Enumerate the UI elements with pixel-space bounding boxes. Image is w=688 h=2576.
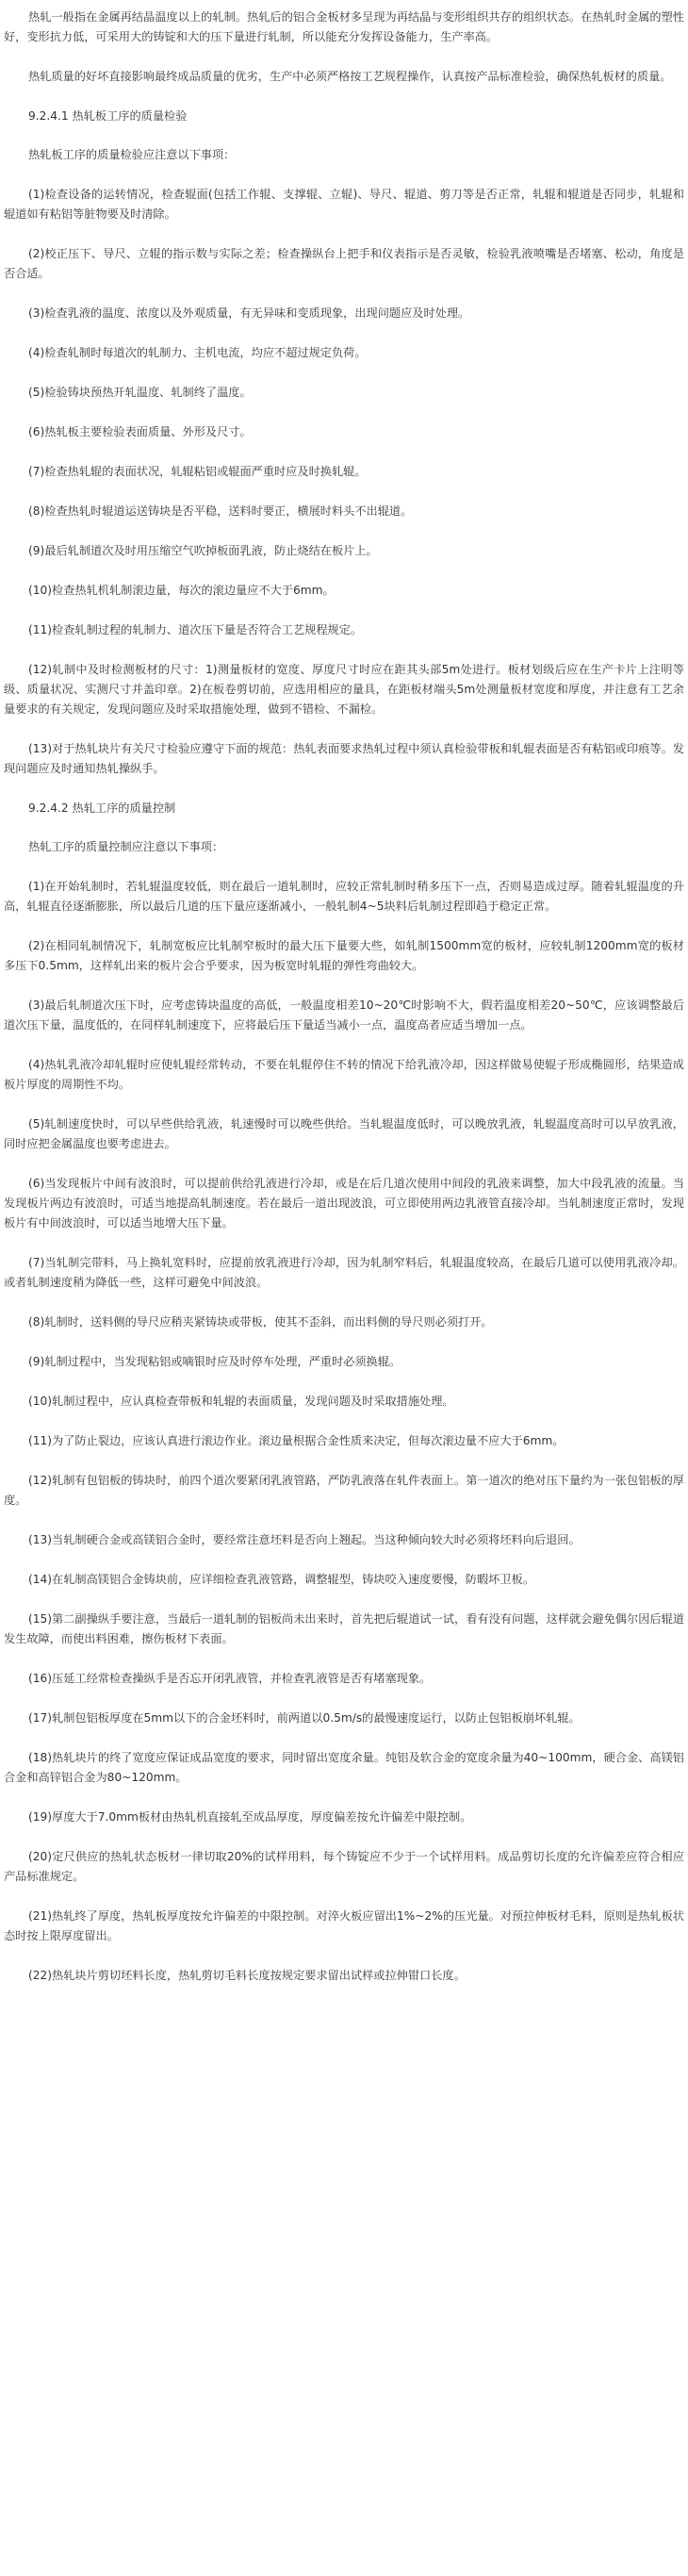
- list-item: (11)为了防止裂边，应该认真进行滚边作业。滚边量根据合金性质来决定，但每次滚边量不应大于6mm。: [28, 1434, 565, 1447]
- list-item: (22)热轧块片剪切坯料长度，热轧剪切毛料长度按规定要求留出试样或拉伸钳口长度。: [28, 1969, 466, 1982]
- intro-paragraph: 热轧质量的好坏直接影响最终成品质量的优劣，生产中必须严格按工艺规程操作，认真按产品标准检验，确保热轧板材的质量。: [28, 70, 672, 83]
- list-item: (9)最后轧制道次及时用压缩空气吹掉板面乳液，防止烧结在板片上。: [28, 544, 378, 557]
- list-item: (6)当发现板片中间有波浪时，可以提前供给乳液进行冷却，或是在后几道次使用中间段的乳液来调整，加大中段乳液的流量。当发现板片两边有波浪时，可适当地提高轧制速度。若在最后一道出现波浪，可立即使用两边乳液管直接冷却。当轧制速度正常时，发现板片有中间波浪时，可以适当地增大压下量。: [4, 1177, 684, 1230]
- section-heading: 9.2.4.2 热轧工序的质量控制: [28, 801, 176, 815]
- list-item: (1)检查设备的运转情况，检查辊面(包括工作辊、支撑辊、立辊)、导尺、辊道、剪刀等是否正常，轧辊和辊道是否同步，轧辊和辊道如有粘铝等脏物要及时清除。: [4, 188, 684, 221]
- list-item: (8)轧制时，送料侧的导尺应稍夹紧铸块或带板，使其不歪斜，而出料侧的导尺则必须打开。: [28, 1315, 493, 1329]
- list-item: (11)检查轧制过程的轧制力、道次压下量是否符合工艺规程规定。: [28, 623, 363, 636]
- list-item: (2)在相同轧制情况下，轧制宽板应比轧制窄板时的最大压下量要大些，如轧制1500mm宽的板材，应较轧制1200mm宽的板材多压下0.5mm，这样轧出来的板片会合乎要求，因为板宽时轧辊的弹性弯曲较大。: [4, 939, 684, 972]
- list-item: (7)当轧制完带料，马上换轧宽料时，应提前放乳液进行冷却，因为轧制窄料后，轧辊温度较高，在最后几道可以使用乳液冷却。或者轧制速度稍为降低一些，这样可避免中间波浪。: [4, 1256, 684, 1289]
- list-item: (4)检查轧制时每道次的轧制力、主机电流，均应不超过规定负荷。: [28, 346, 367, 359]
- list-item: (9)轧制过程中，当发现粘铝或嘀银时应及时停车处理，严重时必须换辊。: [28, 1355, 401, 1368]
- list-item: (10)轧制过程中，应认真检查带板和轧辊的表面质量，发现问题及时采取措施处理。: [28, 1395, 454, 1408]
- list-item: (20)定尺供应的热轧状态板材一律切取20%的试样用料，每个铸锭应不少于一个试样用料。成品剪切长度的允许偏差应符合相应产品标准规定。: [4, 1850, 684, 1883]
- list-item: (7)检查热轧辊的表面状况，轧辊粘铝或辊面严重时应及时换轧辊。: [28, 465, 367, 478]
- list-item: (8)检查热轧时辊道运送铸块是否平稳，送料时要正，横展时料头不出辊道。: [28, 504, 413, 518]
- section-intro: 热轧板工序的质量检验应注意以下事项：: [28, 148, 236, 161]
- list-item: (14)在轧制高镁铝合金铸块前，应详细检查乳液管路，调整辊型，铸块咬入速度要慢，防暇坏卫板。: [28, 1573, 534, 1586]
- section-heading: 9.2.4.1 热轧板工序的质量检验: [28, 109, 188, 123]
- list-item: (5)检验铸块预热开轧温度、轧制终了温度。: [28, 386, 252, 399]
- list-item: (12)轧制中及时检测板材的尺寸：1)测量板材的宽度、厚度尺寸时应在距其头部5m处进行。板材划级后应在生产卡片上注明等级、质量状况、实测尺寸并盖印章。2)在板卷剪切前，应选用相应的量具，在距板材端头5m处测量板材宽度和厚度，并注意有工艺余量要求的有关规定，发现问题应及时采取措施处理，做到不错检、不漏检。: [4, 663, 684, 716]
- list-item: (15)第二副操纵手要注意，当最后一道轧制的铝板尚未出来时，首先把后辊道试一试，看有没有问题，这样就会避免偶尔因后辊道发生故障，而使出料困难，擦伤板材下表面。: [4, 1612, 684, 1645]
- list-item: (13)对于热轧块片有关尺寸检验应遵守下面的规范：热轧表面要求热轧过程中须认真检验带板和轧辊表面是否有粘铝或印痕等。发现问题应及时通知热轧操纵手。: [4, 742, 684, 775]
- list-item: (19)厚度大于7.0mm板材由热轧机直接轧至成品厚度，厚度偏差按允许偏差中限控制。: [28, 1810, 472, 1824]
- list-item: (6)热轧板主要检验表面质量、外形及尺寸。: [28, 425, 252, 438]
- list-item: (18)热轧块片的终了宽度应保证成品宽度的要求，同时留出宽度余量。纯铝及软合金的宽度余量为40~100mm，硬合金、高镁铝合金和高锌铝合金为80~120mm。: [4, 1751, 684, 1784]
- list-item: (13)当轧制硬合金或高镁铝合金时，要经常注意坯料是否向上翘起。当这种倾向较大时必须将坯料向后退回。: [28, 1533, 581, 1546]
- list-item: (17)轧制包铝板厚度在5mm以下的合金坯料时，前两道以0.5m/s的最慢速度运行，以防止包铝板崩坏轧辊。: [28, 1711, 581, 1725]
- list-item: (4)热轧乳液冷却轧辊时应使轧辊经常转动，不要在轧辊停住不转的情况下给乳液冷却，因这样做易使辊子形成椭圆形，结果造成板片厚度的周期性不均。: [4, 1058, 684, 1091]
- list-item: (10)检查热轧机轧制滚边量，每次的滚边量应不大于6mm。: [28, 584, 335, 597]
- list-item: (12)轧制有包铝板的铸块时，前四个道次要紧闭乳液管路，严防乳液落在轧件表面上。第一道次的绝对压下量约为一张包铝板的厚度。: [4, 1474, 684, 1507]
- list-item: (3)检查乳液的温度、浓度以及外观质量，有无异味和变质现象，出现问题应及时处理。: [28, 306, 470, 320]
- list-item: (1)在开始轧制时，若轧辊温度较低，则在最后一道轧制时，应较正常轧制时稍多压下一点，否则易造成过厚。随着轧辊温度的升高，轧辊直径逐渐膨胀，所以最后几道的压下量应逐渐减小，一般轧制4~5块料后轧制过程即趋于稳定正常。: [4, 880, 684, 913]
- intro-paragraph: 热轧一般指在金属再结晶温度以上的轧制。热轧后的铝合金板材多呈现为再结晶与变形组织共存的组织状态。在热轧时金属的塑性好，变形抗力低，可采用大的铸锭和大的压下量进行轧制，所以能充分发挥设备能力，生产率高。: [4, 10, 684, 43]
- list-item: (5)轧制速度快时，可以早些供给乳液，轧速慢时可以晚些供给。当轧辊温度低时，可以晚放乳液，轧辊温度高时可以早放乳液，同时应把金属温度也要考虑进去。: [4, 1117, 684, 1150]
- section-intro: 热轧工序的质量控制应注意以下事项：: [28, 840, 224, 853]
- list-item: (16)压延工经常检查操纵手是否忘开闭乳液管，并检查乳液管是否有堵塞现象。: [28, 1672, 432, 1685]
- list-item: (21)热轧终了厚度，热轧板厚度按允许偏差的中限控制。对淬火板应留出1%~2%的压光量。对预拉伸板材毛料，原则是热轧板状态时按上限厚度留出。: [4, 1909, 684, 1942]
- list-item: (2)校正压下、导尺、立辊的指示数与实际之差；检查操纵台上把手和仪表指示是否灵敏，检验乳液喷嘴是否堵塞、松动，角度是否合适。: [4, 247, 684, 280]
- list-item: (3)最后轧制道次压下时，应考虑铸块温度的高低，一般温度相差10~20℃时影响不大，假若温度相差20~50℃，应该调整最后道次压下量，温度低的，在同样轧制速度下，应将最后压下量适当减小一点，温度高者应适当增加一点。: [4, 999, 684, 1032]
